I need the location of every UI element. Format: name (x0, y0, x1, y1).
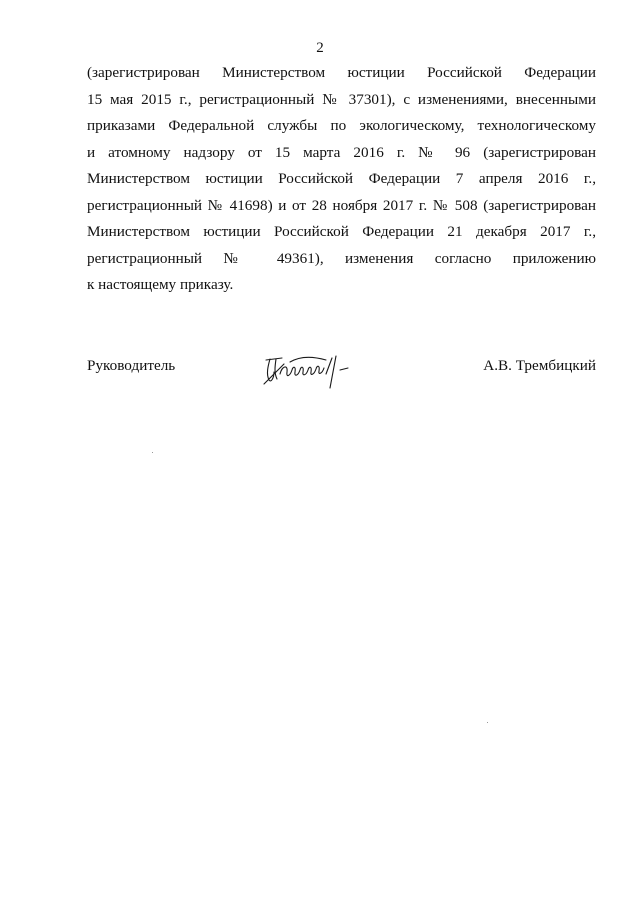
body-line: (зарегистрирован Министерством юстиции Российской Федерации (87, 64, 596, 81)
scan-speck (152, 452, 153, 453)
body-line: к настоящему приказу. (87, 276, 234, 293)
signer-name: А.В. Трембицкий (483, 357, 596, 374)
body-line: 15 мая 2015 г., регистрационный № 37301), с изменениями, внесенными (87, 90, 596, 108)
signature-block (87, 352, 596, 392)
body-line: регистрационный № 49361), изменения согласно приложению (87, 249, 596, 267)
scan-speck (487, 722, 488, 723)
page-number: 2 (316, 40, 324, 56)
body-line: приказами Федеральной службы по экологическому, технологическому (87, 117, 596, 134)
body-line: и атомному надзору от 15 марта 2016 г. № 96 (зарегистрирован (87, 143, 596, 161)
body-line: Министерством юстиции Российской Федерации 21 декабря 2017 г., (87, 223, 596, 240)
body-line: регистрационный № 41698) и от 28 ноября 2017 г. № 508 (зарегистрирован (87, 196, 596, 214)
body-line: Министерством юстиции Российской Федерации 7 апреля 2016 г., (87, 170, 596, 187)
body-paragraph (87, 60, 596, 299)
signer-title: Руководитель (87, 357, 176, 374)
handwritten-signature (260, 348, 360, 392)
